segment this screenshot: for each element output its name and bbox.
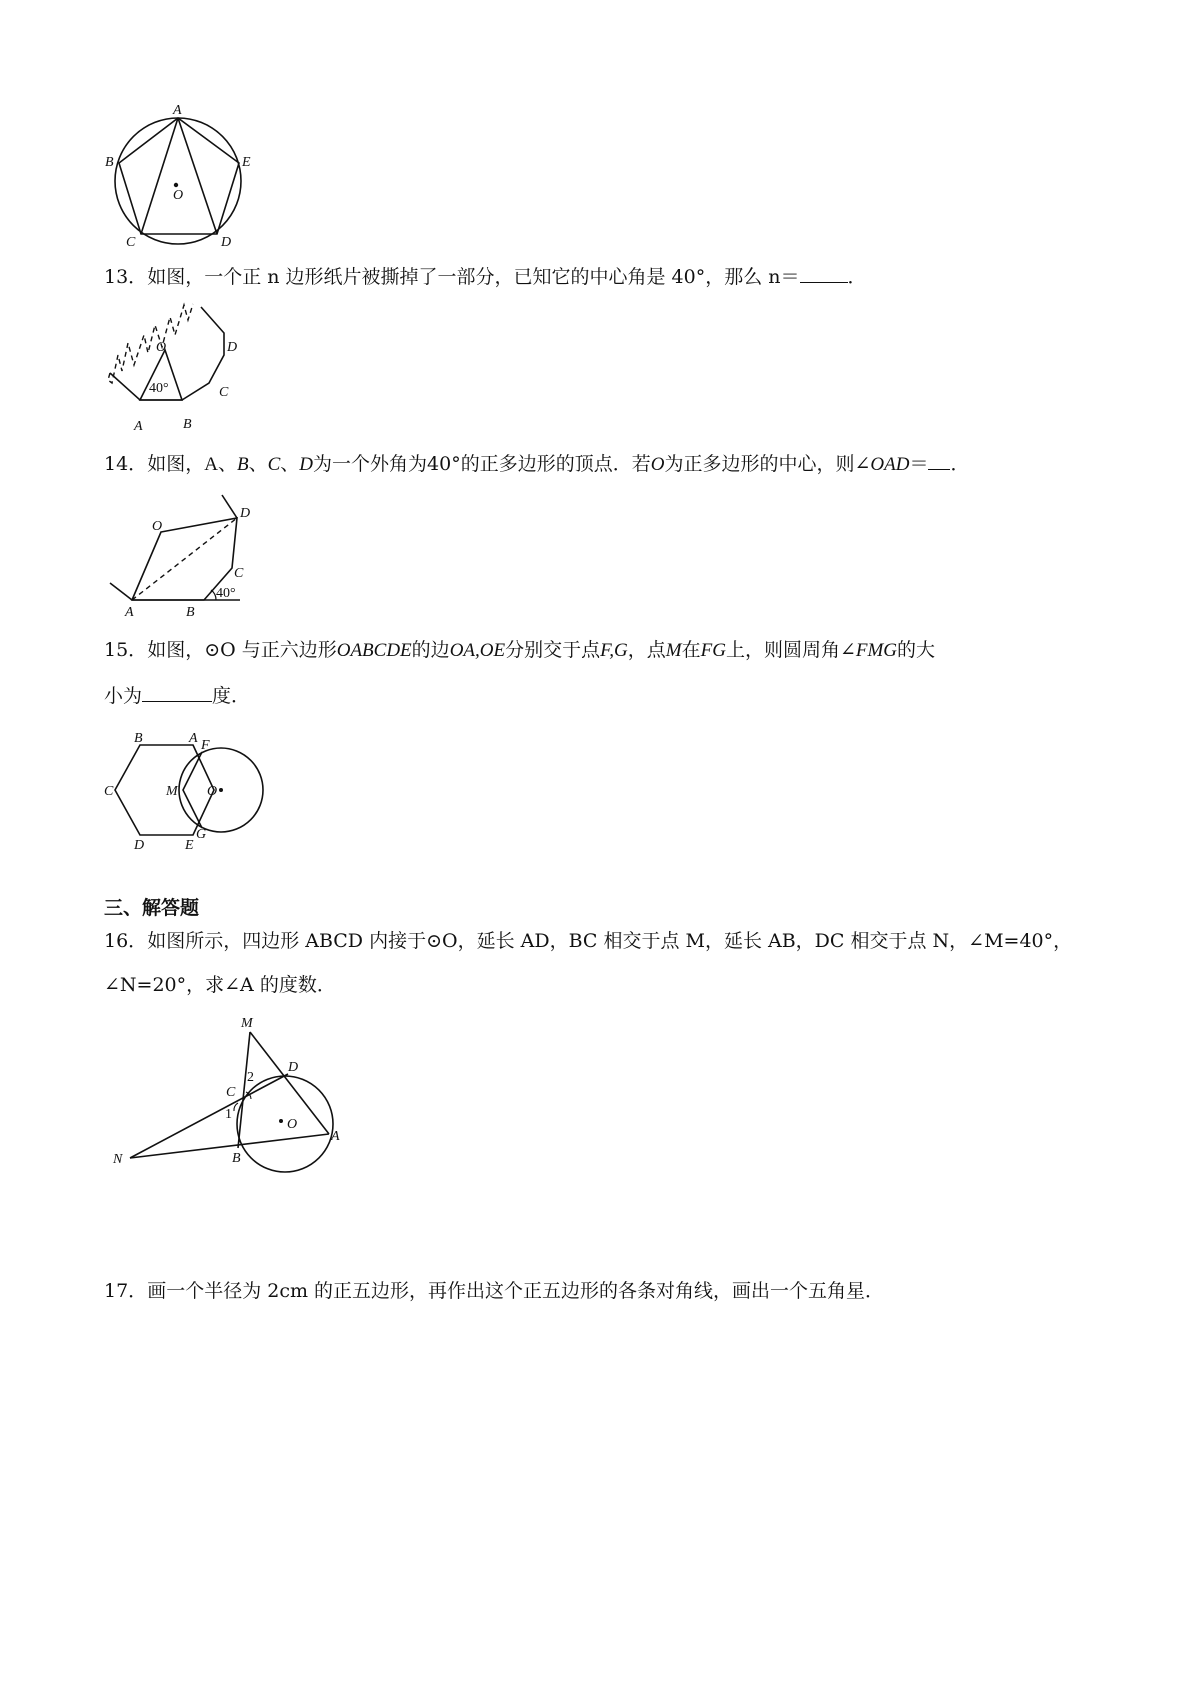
torn-edge [108,304,193,383]
label-b: B [232,1151,241,1166]
q15-text-5: 在 [681,639,701,661]
q13-text: 如图，一个正 n 边形纸片被撕掉了一部分，已知它的中心角是 40°，那么 n＝ [147,266,800,288]
angle-arc-1 [234,1103,238,1111]
label-b: B [105,155,114,170]
q15-text-6: 上，则圆周角 [725,639,840,661]
q13-number: 13． [104,266,148,288]
label-d: D [227,340,238,355]
angle-label: 40° [149,381,169,396]
question-16 [104,926,1072,956]
q15-answer-blank[interactable] [142,683,212,702]
q14-sep-1: 、 [217,453,237,475]
q15-point-m: M [665,640,682,661]
label-c: C [104,784,114,799]
angle-label: 40° [216,586,236,601]
label-d: D [221,235,232,250]
label-c: C [234,566,244,581]
q15-angle-fmg: ∠FMG [839,640,898,661]
label-c: C [226,1085,236,1100]
label-c: C [219,385,229,400]
q14-point-b: B [236,454,249,475]
q14-point-d: D [299,454,314,475]
figure-q15 [100,725,270,855]
label-a: A [134,419,143,434]
label-a: A [173,103,182,118]
figure-q14 [100,490,260,625]
q14-center-o: O [650,454,665,475]
line-mb [238,1032,250,1148]
label-m: M [166,784,178,799]
label-n: N [113,1152,123,1167]
label-d: D [288,1060,299,1075]
q15-arc-fg: FG [700,640,726,661]
q14-answer-blank[interactable] [928,451,950,470]
q13-answer-blank[interactable] [800,264,848,283]
q14-point-c: C [267,454,281,475]
q15-sides: OA,OE [449,640,506,661]
label-m: M [241,1016,253,1031]
label-b: B [134,731,143,746]
q14-text-2: 为一个外角为 [313,453,428,475]
circumcircle [115,118,241,244]
section-3-heading: 三、解答题 [104,897,200,919]
center-dot [279,1119,283,1123]
label-f: F [201,738,210,753]
q17-number: 17． [104,1280,148,1302]
label-a: A [331,1129,340,1144]
q14-equals: ＝ [909,453,929,475]
q14-sep-3: 、 [280,453,300,475]
q15-line2-text: 小为 [104,685,143,707]
q15-text-4: ，点 [627,639,666,661]
question-14 [104,449,969,480]
label-b: B [186,605,195,620]
ext-d [222,495,237,518]
line-nd [130,1074,288,1158]
q14-point-a: A [204,454,218,475]
label-o: O [156,340,167,355]
label-b: B [183,417,192,432]
label-d: D [240,506,251,521]
q15-text-3: 分别交于点 [505,639,601,661]
chord-ac [141,118,178,234]
q14-text-4: 为正多边形的中心，则 [664,453,855,475]
q17-text: 画一个半径为 2cm 的正五边形，再作出这个正五边形的各条对角线，画出一个五角星． [147,1280,885,1302]
q16-line1: 如图所示，四边形 ABCD 内接于⊙O，延长 AD，BC 相交于点 M，延长 AB，DC 相交于点 N，∠M=40°， [147,930,1073,952]
circle-o [237,1076,333,1172]
label-g: G [196,827,207,842]
label-a: A [189,731,198,746]
q15-points-fg: F,G [600,640,628,661]
q15-text-2: 的边 [411,639,450,661]
ext-a [110,583,132,600]
figure-q13 [100,295,260,440]
line-na [130,1134,329,1158]
q15-hexagon: OABCDE [336,640,412,661]
center-dot [219,788,223,792]
question-16-line-2 [104,970,336,1000]
q13-end: ． [847,266,867,288]
q14-angle-oad: ∠OAD [854,454,910,475]
figure-q16 [100,1010,360,1180]
chords-fmg [183,752,202,828]
label-o: O [287,1117,298,1132]
q14-angle-40: 40° [427,453,461,475]
label-d: D [134,838,145,853]
label-1: 1 [225,1107,232,1122]
question-17 [104,1276,884,1306]
q16-number: 16． [104,930,148,952]
label-c: C [126,235,136,250]
label-o: O [152,519,163,534]
question-15 [104,635,935,666]
question-13 [104,262,867,292]
q15-line2-end: 度． [212,685,251,707]
q14-text-3: 的正多边形的顶点．若 [460,453,651,475]
q15-text-1: 如图，⊙O 与正六边形 [147,639,337,661]
label-a: A [125,605,134,620]
question-15-line-2 [104,681,250,711]
label-e: E [242,155,251,170]
q14-number: 14． [104,453,148,475]
q14-end: ． [950,453,970,475]
label-e: E [185,838,194,853]
chord-ad [178,118,217,234]
q15-number: 15． [104,639,148,661]
center-dot [174,183,178,187]
figure-q12 [100,100,270,260]
q16-line2: ∠N=20°，求∠A 的度数． [104,974,336,996]
q14-sep-2: 、 [248,453,268,475]
label-o: O [207,784,218,799]
label-o: O [173,188,184,203]
label-2: 2 [247,1070,254,1085]
q14-text-1: 如图， [147,453,205,475]
q15-text-7: 的大 [897,639,936,661]
